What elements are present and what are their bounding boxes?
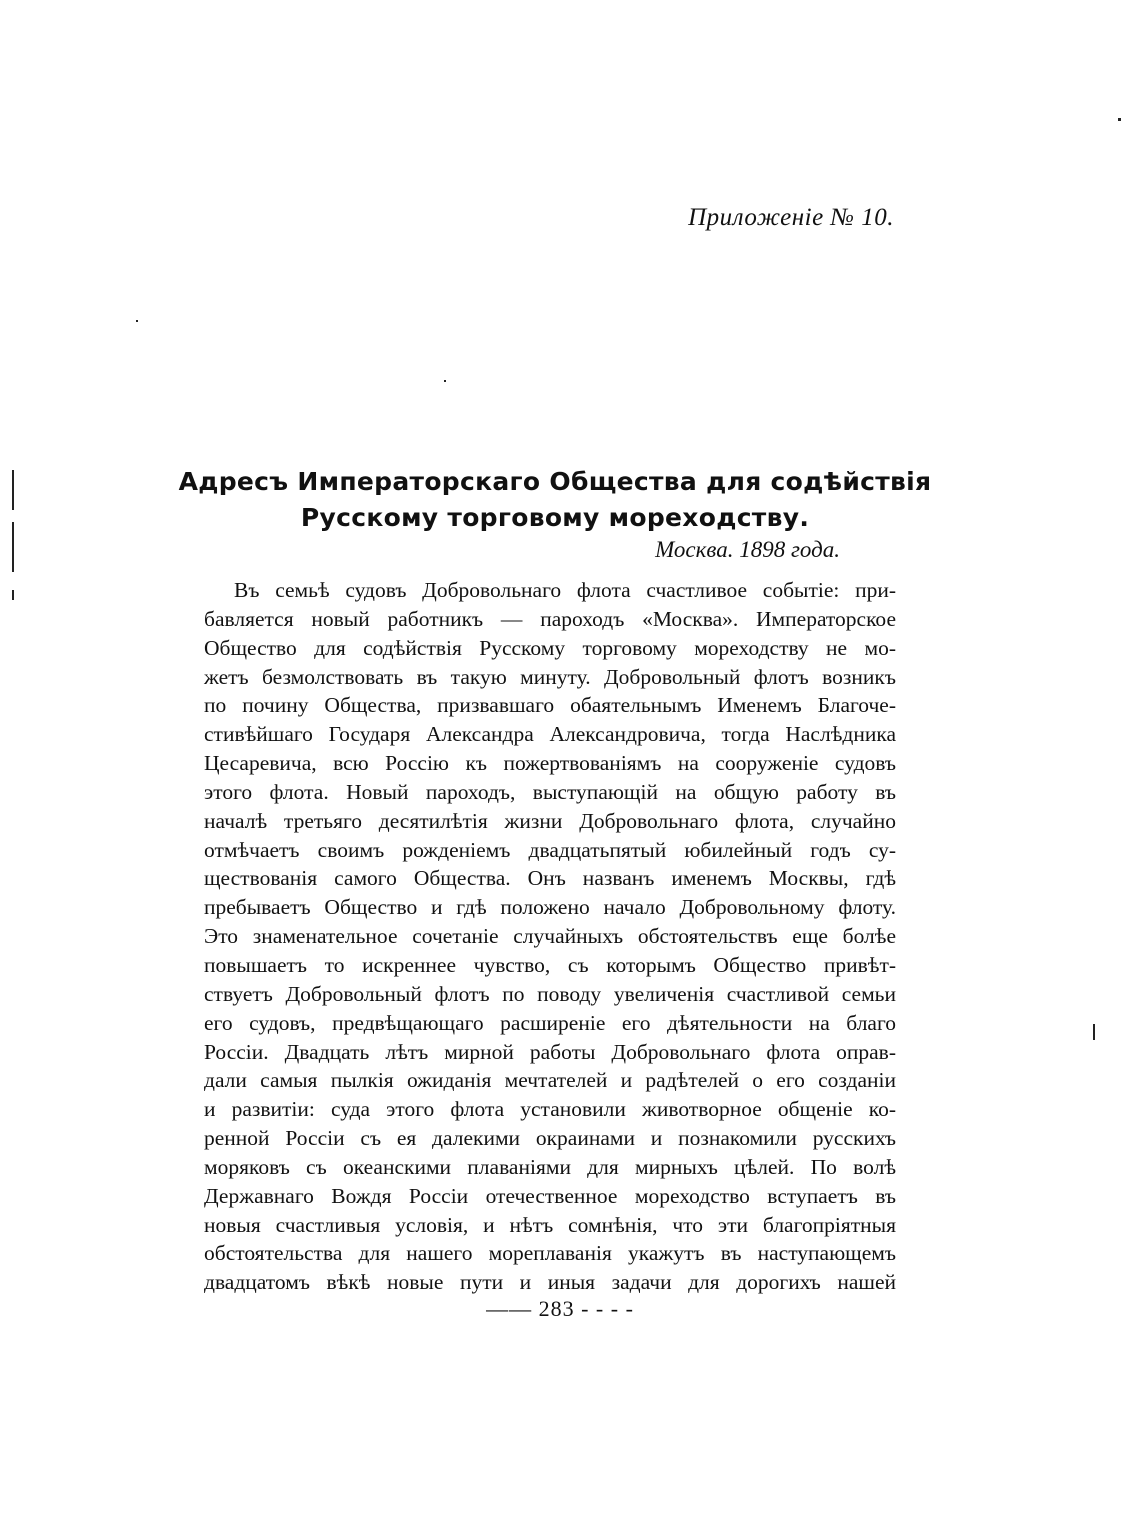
text-line: этого флота. Новый пароходъ, выступающiй на общую работу въ [204, 779, 896, 804]
text-line: Цесаревича, всю Россiю къ пожертвованiямъ на сооруженiе судовъ [204, 751, 896, 776]
text-line: новыя счастливыя условiя, и нѣтъ сомнѣнiя, что эти благопрiятныя [204, 1212, 896, 1237]
text-line: отмѣчаетъ своимъ рожденiемъ двадцатьпятый юбилейный годъ су- [204, 837, 896, 862]
text-line: ществованiя самого Общества. Онъ названъ именемъ Москвы, гдѣ [204, 866, 896, 891]
text-line: бавляется новый работникъ — пароходъ «Москва». Императорское [204, 606, 896, 631]
text-line: Въ семьѣ судовъ Добровольнаго флота счастливое событie: при- [234, 578, 896, 602]
scan-mark [12, 590, 14, 600]
text-line: ренной Россiи съ ея далекими окраинами и познакомили русскихъ [204, 1126, 896, 1151]
title-line-2: Русскому торговому мореходству. [300, 503, 810, 532]
text-line: повышаетъ то искреннее чувство, съ которымъ Общество привѣт- [204, 952, 896, 977]
text-line: пребываетъ Общество и гдѣ положено начало Добровольному флоту. [204, 895, 896, 920]
text-line: Державнаго Вождя Россiи отечественное мореходство вступаетъ въ [204, 1183, 896, 1208]
text-line: жетъ безмолствовать въ такую минуту. Добровольный флотъ возникъ [204, 664, 896, 689]
scan-mark [136, 320, 138, 322]
dateline: Москва. 1898 года. [655, 537, 840, 562]
scan-mark [1093, 1024, 1095, 1040]
scan-mark [1118, 118, 1121, 121]
text-line: Общество для содѣйствiя Русскому торговому мореходству не мо- [204, 635, 896, 660]
text-line: ствуетъ Добровольный флотъ по поводу увеличенiя счастливой семьи [204, 981, 896, 1006]
text-line: обстоятельства для нашего мореплаванiя укажутъ въ наступающемъ [204, 1241, 896, 1266]
text-line: дали самыя пылкiя ожиданiя мечтателей и радѣтелей о его созданiи [204, 1068, 896, 1093]
page-number: —— 283 - - - - [486, 1296, 634, 1321]
text-line: стивѣйшаго Государя Александра Александровича, тогда Наслѣдника [204, 722, 896, 747]
text-line: началѣ третьяго десятилѣтiя жизни Добровольнаго флота, случайно [204, 808, 896, 833]
scan-mark [444, 380, 446, 382]
text-line: двадцатомъ вѣкѣ новые пути и иныя задачи для дорогихъ нашей [204, 1270, 896, 1295]
appendix-label: Приложенiе № 10. [688, 204, 894, 231]
text-line: моряковъ съ океанскими плаванiями для мирныхъ цѣлей. По волѣ [204, 1154, 896, 1179]
text-line: Россiи. Двадцать лѣтъ мирной работы Добровольнаго флота оправ- [204, 1039, 896, 1064]
text-line: и развитiи: суда этого флота установили животворное общенiе ко- [204, 1097, 896, 1122]
text-line: его судовъ, предвѣщающаго расширенiе его дѣятельности на благо [204, 1010, 896, 1035]
document-title [150, 464, 960, 536]
body-paragraph [204, 576, 896, 1297]
title-line-1: Адресъ Императорскаго Общества для содѣйствiя [178, 467, 932, 496]
text-line: по почину Общества, призвавшаго обаятельнымъ Именемъ Благоче- [204, 693, 896, 718]
scan-mark [12, 522, 14, 572]
text-line: Это знаменательное сочетанiе случайныхъ обстоятельствъ еще болѣе [204, 924, 896, 949]
scan-mark [12, 470, 14, 510]
